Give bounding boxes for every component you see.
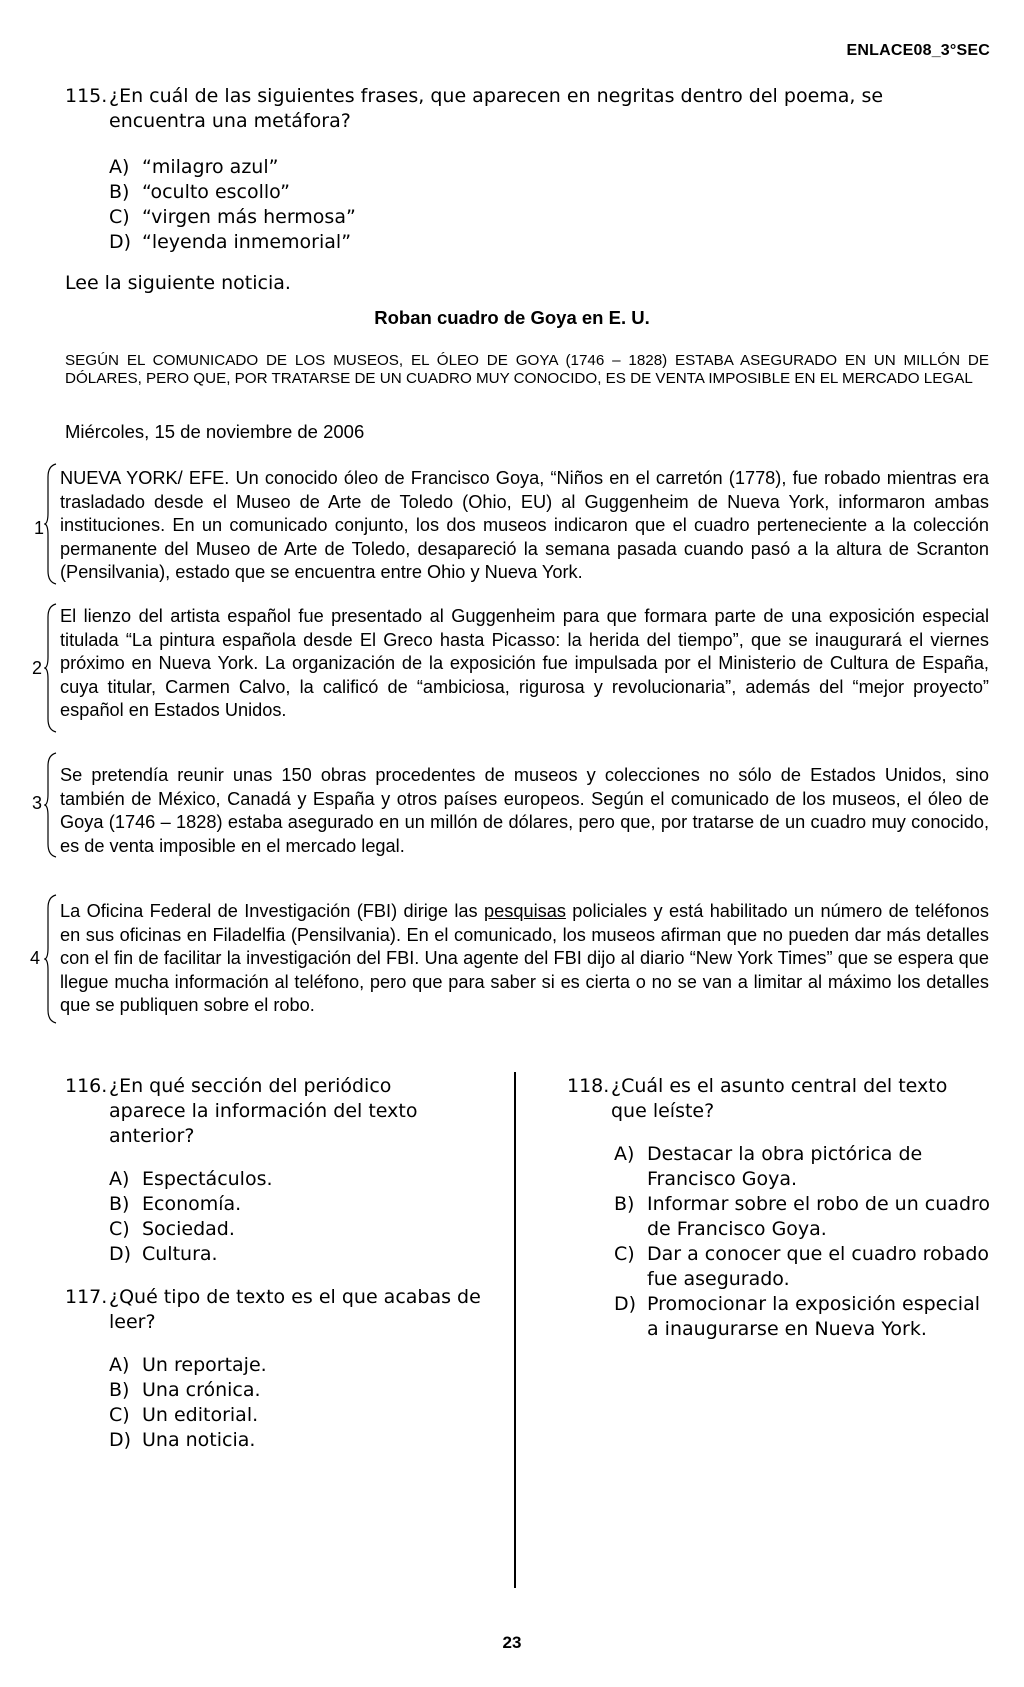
option-d[interactable]: D) Cultura. [109,1243,218,1265]
option-b[interactable]: B) Una crónica. [109,1379,261,1401]
news-paragraph-1: NUEVA YORK/ EFE. Un conocido óleo de Francisco Goya, “Niños en el carretón (1778), fue robado mientras era trasladado desde el Museo de Arte de Toledo (Ohio, EU) al Guggenheim de Nueva York, informaron ambas instituciones. En un comunicado conjunto, los dos museos indicaron que el cuadro perteneciente a la colección permanente del Museo de Arte de Toledo, desapareció la semana pasada cuando pasó a la altura de Scranton (Pensilvania), estado que se encuentra entre Ohio y Nueva York. [60,468,989,582]
options-116 [109,1167,469,1267]
news-paragraph-4: La Oficina Federal de Investigación (FBI) dirige las pesquisas policiales y está habilitado un número de teléfonos en sus oficinas en Filadelfia (Pensilvania). En el comunicado, los museos afirman que no pueden dar más detalles con el fin de facilitar la investigación del FBI. Una agente del FBI dijo al diario “New York Times” que se espera que llegue mucha información al teléfono, pero que para saber si es cierta o no se van a limitar al máximo los detalles que se publiquen sobre el robo. [60,901,989,1015]
question-number: 116. [65,1075,108,1097]
paragraph-brace [44,603,58,733]
option-b[interactable]: B) “oculto escollo” [109,181,290,203]
news-summary: SEGÚN EL COMUNICADO DE LOS MUSEOS, EL ÓLEO DE GOYA (1746 – 1828) ESTABA ASEGURADO EN UN MILLÓN DE DÓLARES, PERO QUE, POR TRATARSE DE UN CUADRO MUY CONOCIDO, ES DE VENTA IMPOSIBLE EN EL MERCADO LEGAL [65,352,989,387]
news-paragraph-3: Se pretendía reunir unas 150 obras procedentes de museos y colecciones no sólo de Estados Unidos, sino también de México, Canadá y España y otros países europeos. Según el comunicado de los museos, el óleo de Goya (1746 – 1828) estaba asegurado en un millón de dólares, pero que, por tratarse de un cuadro muy conocido, es de venta imposible en el mercado legal. [60,765,989,856]
option-a[interactable]: A) Un reportaje. [109,1354,267,1376]
question-115 [65,84,945,134]
option-d[interactable]: D) Una noticia. [109,1429,256,1451]
option-a[interactable]: A) Espectáculos. [109,1168,273,1190]
option-d[interactable]: D) Promocionar la exposición especial a inaugurarse en Nueva York. [614,1293,981,1340]
option-b[interactable]: B) Informar sobre el robo de un cuadro de Francisco Goya. [614,1193,991,1240]
news-date: Miércoles, 15 de noviembre de 2006 [65,421,365,442]
paragraph-number: 1 [34,518,45,538]
exam-code: ENLACE08_3°SEC [846,42,990,59]
underlined-word: pesquisas [484,901,566,921]
question-stem: ¿Qué tipo de texto es el que acabas de leer? [109,1286,481,1333]
news-paragraph-2: El lienzo del artista español fue presentado al Guggenheim para que formara parte de una exposición especial titulada “La pintura española desde El Greco hasta Picasso: la herida del tiempo”, que se inaugurará el viernes próximo en Nueva York. La organización de la exposición fue impulsada por el Ministerio de Cultura de España, cuya titular, Carmen Calvo, la calificó de “ambiciosa, rigurosa y revolucionaria”, además del “mejor proyecto” español en Estados Unidos. [60,606,989,720]
question-stem: ¿En cuál de las siguientes frases, que aparecen en negritas dentro del poema, se encuentra una metáfora? [109,85,884,132]
paragraph-brace [44,894,58,1024]
paragraph-number: 4 [30,948,41,968]
question-116 [65,1074,465,1149]
question-number: 118. [567,1075,610,1097]
question-number: 115. [65,85,108,107]
option-b[interactable]: B) Economía. [109,1193,242,1215]
paragraph-brace [44,463,58,585]
question-stem: ¿En qué sección del periódico aparece la información del texto anterior? [109,1075,418,1147]
option-a[interactable]: A) “milagro azul” [109,156,279,178]
option-c[interactable]: C) Dar a conocer que el cuadro robado fue asegurado. [614,1243,990,1290]
paragraph-brace [44,752,58,858]
question-117 [65,1285,495,1335]
options-117 [109,1353,469,1453]
question-118 [567,1074,987,1124]
news-headline: Roban cuadro de Goya en E. U. [374,307,650,328]
question-stem: ¿Cuál es el asunto central del texto que leíste? [611,1075,948,1122]
option-d[interactable]: D) “leyenda inmemorial” [109,231,352,253]
question-number: 117. [65,1286,108,1308]
reading-instruction: Lee la siguiente noticia. [65,272,291,294]
column-divider [514,1072,516,1588]
options-118 [614,1142,992,1342]
option-c[interactable]: C) Un editorial. [109,1404,259,1426]
paragraph-number: 3 [32,793,43,813]
options-115 [109,155,709,255]
page-number: 23 [502,1633,522,1652]
option-a[interactable]: A) Destacar la obra pictórica de Francisco Goya. [614,1143,923,1190]
paragraph-number: 2 [32,658,43,678]
option-c[interactable]: C) “virgen más hermosa” [109,206,356,228]
option-c[interactable]: C) Sociedad. [109,1218,235,1240]
